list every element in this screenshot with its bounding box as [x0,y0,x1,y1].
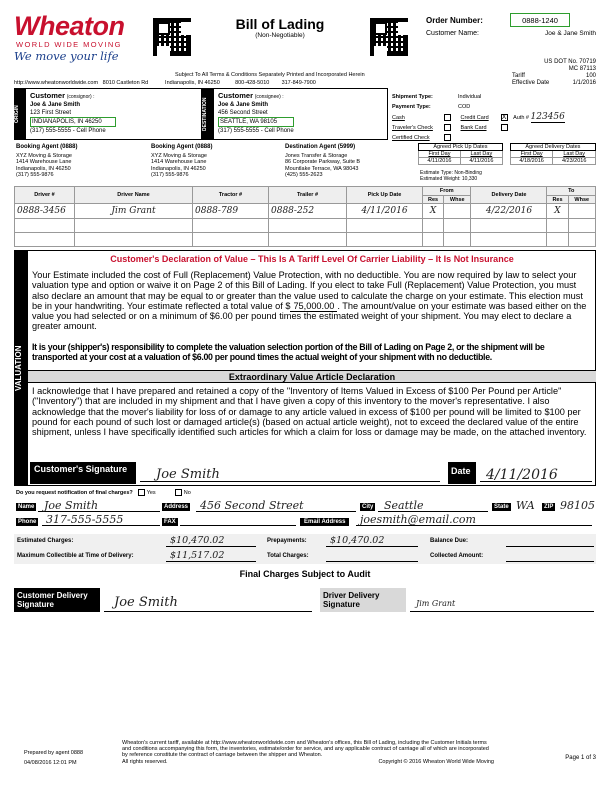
dest-agent-line: 86 Corporate Parkway, Suite B [285,159,361,165]
booking-agent-line: 1414 Warehouse Lane [16,159,72,165]
col-driver-no: Driver # [15,187,75,204]
logo-wordmark: Wheaton [14,11,125,41]
destination-tab: DESTINATION [202,88,214,140]
effective-date: 1/1/2016 [572,80,596,86]
cell-delivery: 4/22/2016 [471,204,547,219]
agreed-dates-table [418,143,596,165]
destination-phone: (317) 555-5555 - Cell Phone [218,128,294,134]
driver-delivery-signature: Jim Grant [416,599,456,608]
destination-sub: (consignee) : [254,94,284,100]
destination-title: Customer [218,91,254,100]
booking-agent-line: XYZ Moving & Storage [151,152,207,159]
col-to-whse: Whse [568,196,595,204]
order-number-label: Order Number: [426,16,483,25]
auth-value: 123456 [530,112,565,122]
customer-name: Joe & Jane Smith [545,30,596,37]
page-number: Page 1 of 3 [565,755,596,761]
valuation-para2: It is your (shipper's) responsibility to complete the valuation selection portion of the Bill of Lading on Page 2, or the shipment will be transported at your cost at a valuation of $6.00 per pound times the actual weight of your shipment with no deductible. [32,342,545,362]
dest-agent-line: Mountlake Terrace, WA 98043 [285,165,359,172]
shipment-type: Individual [458,94,482,100]
address-value: 456 Second Street [200,499,304,512]
date-label: Date [448,462,476,484]
col-from-res: Res [423,196,444,204]
col-delivery: Delivery Date [471,187,547,204]
logo-slogan: We move your life [14,49,119,63]
declared-value: 75,000.00 [290,301,337,312]
phone-label: Phone [18,519,37,525]
footer-copyright: Copyright © 2016 Wheaton World Wide Moving [378,758,494,765]
order-number: 0888-1240 [522,16,558,25]
notify-yes-checkbox[interactable] [138,489,145,496]
certified-checkbox[interactable] [444,134,451,141]
tariff-value: 100 [585,73,596,79]
notify-no-checkbox[interactable] [175,489,182,496]
effective-date-label: Effective Date [512,80,550,86]
estimated-weight: Estimated Weight: 10,330 [420,176,478,182]
last-day-label: Last Day [553,151,596,158]
destination-street: 456 Second Street [218,110,268,116]
mc-number: MC 87113 [568,66,596,72]
booking-agent-title-1: Booking Agent (0888) [16,144,78,150]
col-from: From [423,187,471,196]
origin-phone: (317) 555-5555 - Cell Phone [30,128,106,134]
pickup-dates-title: Agreed Pick Up Dates [419,144,503,151]
state-label: State [494,504,509,510]
max-collectible: $11,517.02 [170,550,225,561]
booking-agent-line: (317) 555-9876 [16,172,54,178]
booking-agent-line: 1414 Warehouse Lane [151,159,207,165]
valuation-heading: Customer's Declaration of Value – This Is A Tariff Level Of Carrier Liability – It Is Not Insurance [110,254,514,264]
col-pickup: Pick Up Date [347,187,423,204]
footer-legal: Wheaton's current tariff, available at http://www.wheatonworldwide.com and Wheaton's offices, this Bill of Lading, including the Customer Initials terms and conditions accompanying this form, the inventories, estimate/order for service, and any applicable contract of carriage all of which are incorporated by reference constitute the contract of carriage between the shipper and Wheaton. [122,740,489,759]
dest-agent-line: (425) 555-2623 [285,172,323,178]
certified-option: Certified Check [392,135,430,141]
company-phone1: 800-428-5010 [235,80,270,86]
tariff-label: Tariff [512,73,525,79]
first-day-label: First Day [510,151,553,158]
email-label: Email Address [300,518,349,526]
extraordinary-heading: Extraordinary Value Article Declaration [28,370,596,383]
fax-label: FAX [164,519,176,525]
destination-city: SEATTLE, WA 98105 [218,117,294,127]
valuation-tab: VALUATION [14,250,28,486]
signature-date: 4/11/2016 [486,467,558,483]
first-day-label: First Day [419,151,461,158]
shipment-type-label: Shipment Type: [392,94,433,100]
pickup-last: 4/11/2016 [460,158,502,165]
page-subtitle: (Non-Negotiable) [255,32,305,39]
notify-no: No [183,489,191,496]
travelers-option: Traveler's Check [392,125,433,131]
col-driver-name: Driver Name [75,187,193,204]
col-trailer: Trailer # [269,187,347,204]
cash-checkbox[interactable] [444,114,451,121]
booking-agent-line: XYZ Moving & Storage [16,152,72,159]
page-title: Bill of Lading [235,16,325,32]
cell-to-mark: X [547,204,568,219]
booking-agent-title-2: Booking Agent (0888) [151,144,213,150]
footer-rights: All rights reserved. [122,758,168,765]
delivery-dates-title: Agreed Delivery Dates [510,144,595,151]
cell-tractor: 0888-789 [193,204,269,219]
col-tractor: Tractor # [193,187,269,204]
driver-delivery-signature-label: Driver Delivery Signature [320,588,406,612]
col-from-whse: Whse [444,196,471,204]
pickup-first: 4/11/2016 [419,158,461,165]
zip-value: 98105 [560,499,595,512]
booking-agent-line: Indianapolis, IN 46250 [16,165,71,172]
credit-option: Credit Card [460,115,489,121]
qr-code-right [370,18,408,56]
table-row [15,219,596,233]
wheaton-logo [14,12,144,66]
bank-checkbox[interactable] [501,124,508,131]
table-row [15,204,596,219]
balance-due-line[interactable] [506,535,594,547]
prepayments-label: Prepayments: [267,538,307,544]
collected-amount-line[interactable] [506,550,594,562]
booking-agent-line: (317) 555-9876 [151,172,189,178]
extraordinary-para: I acknowledge that I have prepared and retained a copy of the "Inventory of Items Valued in Excess of $100 Per Pound per Article" ("Inventory") that are included in my shipment and that I have given a copy of this inventory to the mover's representative. I also acknowledge that the mover's liability for loss of or damage to any article valued in excess of $100 per pound will be limited to $100 per pound for each pound of such lost or damaged article(s) (based on actual article weight), not to exceed the declared value of the entire shipment, unless I have specifically identified such articles for which a claim for loss or damage may be made, on the attached inventory. [32,386,587,438]
booking-agent-line: Indianapolis, IN 46250 [151,165,206,172]
destination-name: Joe & Jane Smith [218,102,269,108]
delivery-last: 4/23/2016 [553,158,596,165]
prepared-timestamp: 04/08/2016 12:01 PM [24,760,77,766]
origin-street: 123 First Street [30,110,72,116]
city-value: Seattle [384,499,424,512]
origin-city: INDIANAPOLIS, IN 46250 [30,117,116,127]
travelers-checkbox[interactable] [444,124,451,131]
auth-label: Auth # [513,115,529,121]
table-row [15,233,596,247]
phone-value: 317-555-5555 [46,513,124,526]
name-label: Name [18,504,35,510]
origin-sub: (consignor) : [66,94,95,100]
payment-type: COD [458,104,471,110]
company-web[interactable]: http://www.wheatonworldwide.com [14,80,99,86]
payment-type-label: Payment Type: [392,104,431,110]
max-collectible-label: Maximum Collectible at Time of Delivery: [17,553,134,559]
cash-option: Cash [392,115,405,121]
cell-pickup: 4/11/2016 [347,204,423,219]
zip-label: ZIP [544,504,554,510]
origin-name: Joe & Jane Smith [30,102,81,108]
last-day-label: Last Day [460,151,502,158]
total-charges-line[interactable] [326,550,418,562]
city-label: City [362,504,374,510]
notify-yes: Yes [146,489,156,496]
company-phone2: 317-849-7900 [281,80,316,86]
company-city: Indianapolis, IN 46250 [165,80,220,86]
subject-line: Subject To All Terms & Conditions Separately Printed and Incorporated Herein [175,72,365,78]
customer-signature: Joe Smith [156,467,220,482]
origin-title: Customer [30,91,66,100]
notify-question: Do you request notification of final charges? [16,489,133,496]
valuation-para1b: . The amount/value on your estimate was based either on the value you had selected or on a minimum of $6.00 per pound times the estimated weight of your shipment. You may elect to declare a greater amount. [32,300,587,332]
customer-delivery-signature: Joe Smith [114,595,178,610]
valuation-para1: Your Estimate included the cost of Full (Replacement) Value Protection, with no deductible. You are now required by law to select your valuation type and option or waive it on Page 2 of this Bill of Lading. If you elect to take Full (Replacement) Value Protection, you must also declare an amount that may be equal to or greater than the value used to calculate the charge on your estimate. This election must be in your handwriting. Your estimate reflected a total value of $ [32,270,583,311]
total-charges-label: Total Charges: [267,553,309,559]
customer-delivery-signature-label: Customer Delivery Signature [14,588,100,612]
destination-agent-title: Destination Agent (5999) [285,144,356,150]
usdot: US DOT No. 70719 [544,59,596,65]
origin-tab: ORIGIN [14,88,26,140]
fax-line[interactable] [180,514,296,526]
dest-agent-line: Jones Transfer & Storage [285,152,348,159]
cell-trailer: 0888-252 [269,204,347,219]
estimated-charges: $10,470.02 [170,535,225,546]
state-value: WA [516,499,535,512]
logo-tagline: WORLD WIDE MOVING [16,40,122,49]
estimated-charges-label: Estimated Charges: [17,538,74,544]
driver-table [14,186,596,247]
qr-code-left [153,18,191,56]
bank-option: Bank Card [460,125,487,131]
col-to-res: Res [547,196,568,204]
credit-checkbox[interactable]: X [501,114,507,122]
cell-from-mark: X [423,204,444,219]
prepayments: $10,470.02 [330,535,385,546]
email-value: joesmith@email.com [360,513,476,526]
cell-driver-no: 0888-3456 [15,204,75,219]
col-to: To [547,187,596,196]
final-charges-heading: Final Charges Subject to Audit [239,569,371,579]
prepared-by: Prepared by agent 0888 [24,750,84,756]
name-value: Joe Smith [44,499,99,512]
company-address: 8010 Castleton Rd [102,80,149,86]
cell-driver-name: Jim Grant [75,204,193,219]
estimate-type: Estimate Type: Non-Binding [420,170,482,176]
address-label: Address [164,504,189,510]
collected-amount-label: Collected Amount: [430,553,484,559]
customer-name-label: Customer Name: [426,30,479,37]
balance-due-label: Balance Due: [430,538,469,544]
delivery-first: 4/18/2016 [510,158,553,165]
customer-signature-label: Customer's Signature [30,462,136,484]
